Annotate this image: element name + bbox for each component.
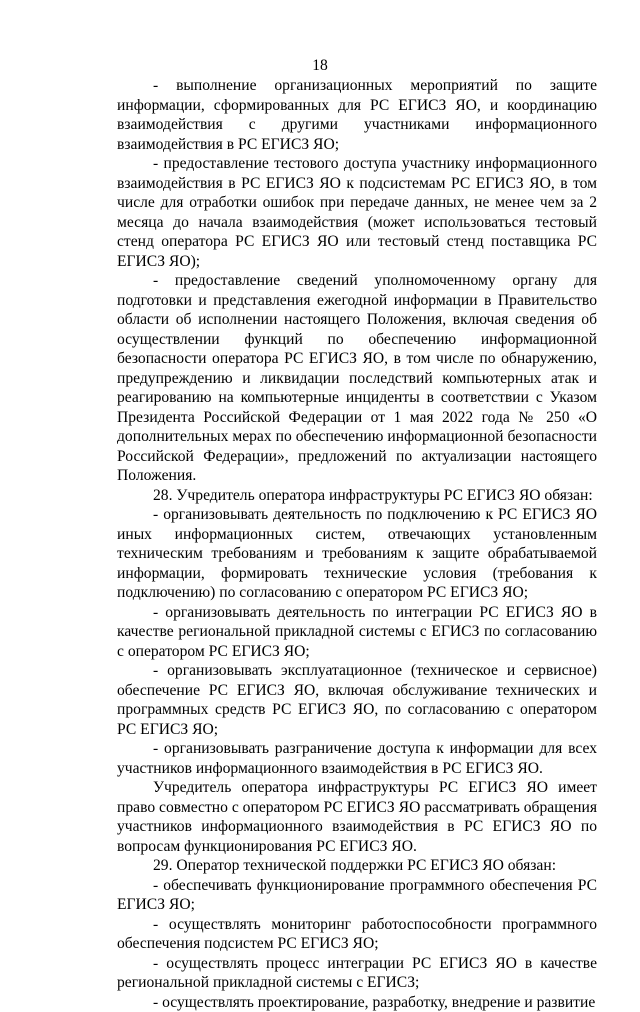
paragraph: - осуществлять процесс интеграции РС ЕГИСЗ ЯО в качестве региональной прикладной системы с ЕГИСЗ; (117, 954, 597, 993)
paragraph: Учредитель оператора инфраструктуры РС ЕГИСЗ ЯО имеет право совместно с оператором РС ЕГИСЗ ЯО рассматривать обращения участников информационного взаимодействия в РС ЕГИСЗ ЯО по вопросам функционирования РС ЕГИСЗ ЯО. (117, 778, 597, 856)
paragraph: - обеспечивать функционирование программного обеспечения РС ЕГИСЗ ЯО; (117, 876, 597, 915)
paragraph: - организовывать деятельность по интеграции РС ЕГИСЗ ЯО в качестве региональной прикладной системы с ЕГИСЗ по согласованию с оператором РС ЕГИСЗ ЯО; (117, 603, 597, 662)
paragraph: - осуществлять проектирование, разработку, внедрение и развитие (117, 993, 597, 1012)
page-number: 18 (0, 56, 640, 76)
section-heading-29: 29. Оператор технической поддержки РС ЕГИСЗ ЯО обязан: (117, 856, 597, 876)
paragraph: - предоставление сведений уполномоченному органу для подготовки и представления ежегодной информации в Правительство области об исполнении настоящего Положения, включая сведения об осуществлении функций по обеспечению информационной безопасности оператора РС ЕГИСЗ ЯО, в том числе по обнаружению, предупреждению и ликвидации последствий компьютерных атак и реагированию на компьютерные инциденты в соответствии с Указом Президента Российской Федерации от 1 мая 2022 года № 250 «О дополнительных мерах по обеспечению информационной безопасности Российской Федерации», предложений по актуализации настоящего Положения. (117, 271, 597, 486)
document-body (117, 76, 597, 1012)
paragraph: - организовывать эксплуатационное (техническое и сервисное) обеспечение РС ЕГИСЗ ЯО, включая обслуживание технических и программных средств РС ЕГИСЗ ЯО, по согласованию с оператором РС ЕГИСЗ ЯО; (117, 661, 597, 739)
paragraph: - выполнение организационных мероприятий по защите информации, сформированных для РС ЕГИСЗ ЯО, и координацию взаимодействия с другими участниками информационного взаимодействия в РС ЕГИСЗ ЯО; (117, 76, 597, 154)
paragraph: - предоставление тестового доступа участнику информационного взаимодействия в РС ЕГИСЗ ЯО к подсистемам РС ЕГИСЗ ЯО, в том числе для отработки ошибок при передаче данных, не менее чем за 2 месяца до начала взаимодействия (может использоваться тестовый стенд оператора РС ЕГИСЗ ЯО или тестовый стенд поставщика РС ЕГИСЗ ЯО); (117, 154, 597, 271)
paragraph: - осуществлять мониторинг работоспособности программного обеспечения подсистем РС ЕГИСЗ ЯО; (117, 915, 597, 954)
section-heading-28: 28. Учредитель оператора инфраструктуры РС ЕГИСЗ ЯО обязан: (117, 486, 597, 506)
paragraph: - организовывать разграничение доступа к информации для всех участников информационного взаимодействия в РС ЕГИСЗ ЯО. (117, 739, 597, 778)
paragraph: - организовывать деятельность по подключению к РС ЕГИСЗ ЯО иных информационных систем, отвечающих установленным техническим требованиям и требованиям к защите обрабатываемой информации, формировать технические условия (требования к подключению) по согласованию с оператором РС ЕГИСЗ ЯО; (117, 505, 597, 603)
